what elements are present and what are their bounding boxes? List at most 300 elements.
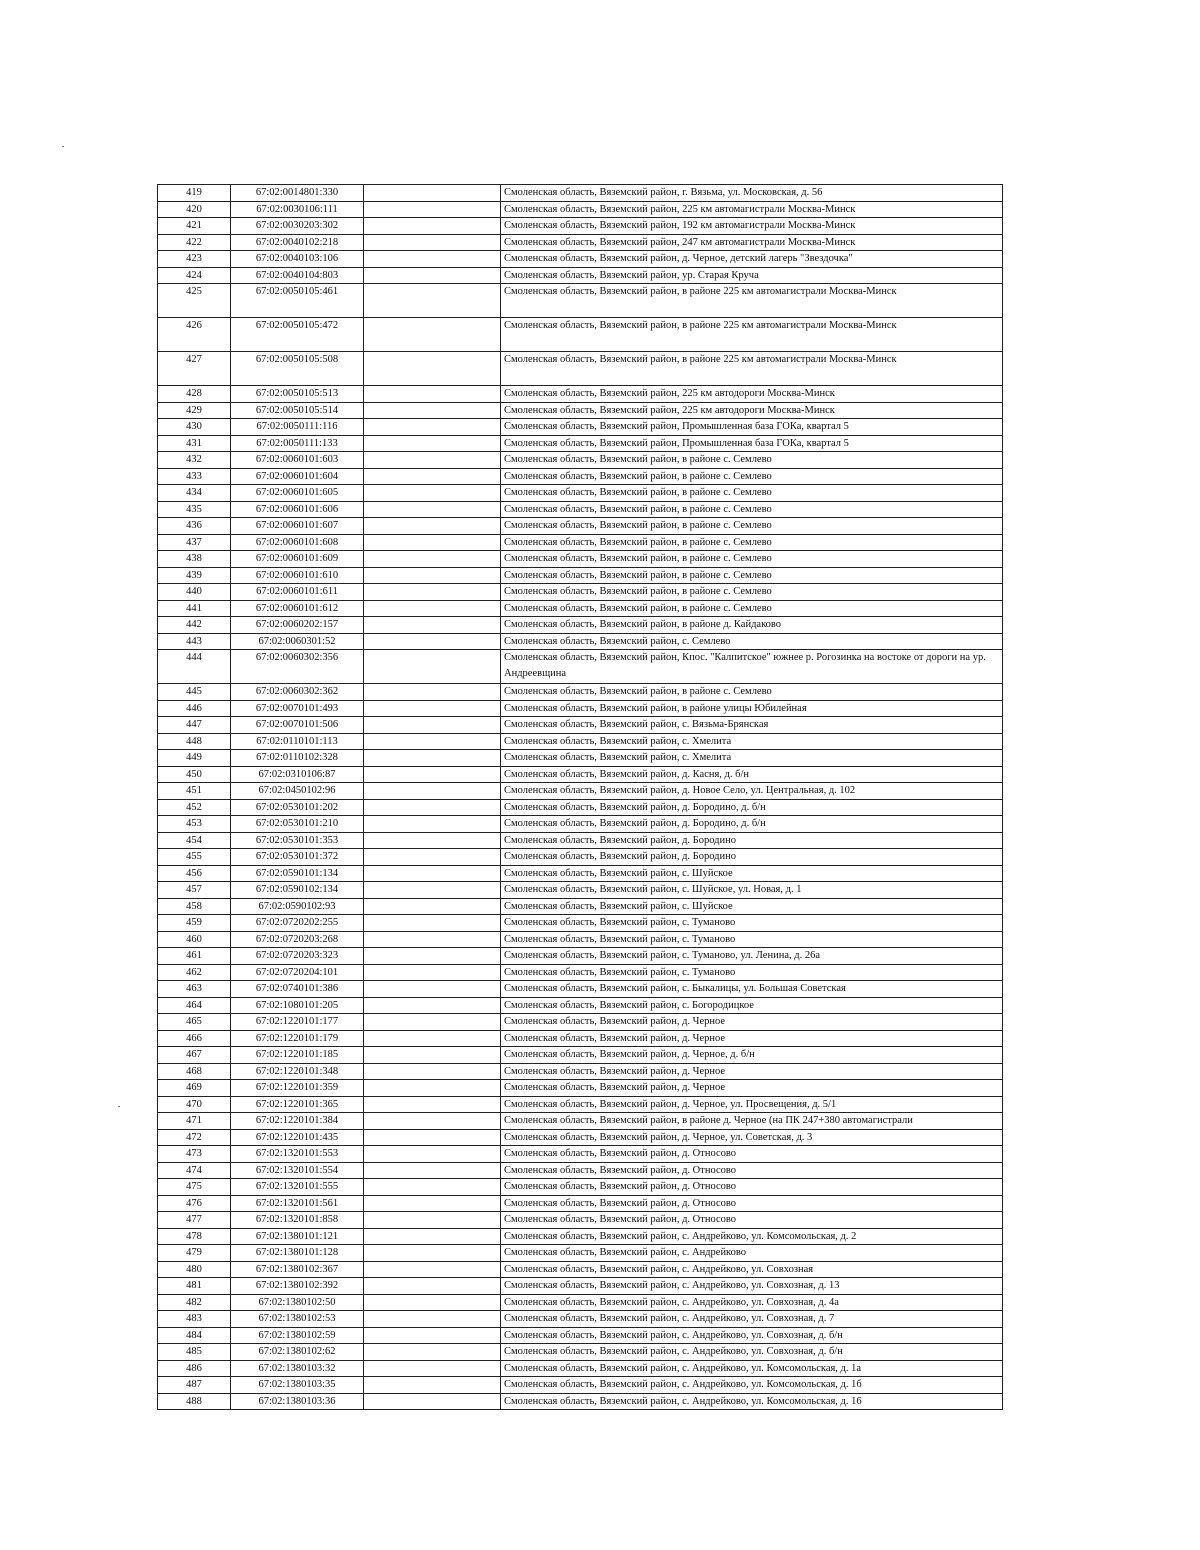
address-cell: Смоленская область, Вяземский район, с. Андрейково, ул. Комсомольская, д. 16: [501, 1393, 1003, 1410]
address-cell: Смоленская область, Вяземский район, д. Относово: [501, 1212, 1003, 1229]
row-number-cell: 476: [158, 1195, 231, 1212]
table-row: [158, 1195, 1003, 1212]
table-row: [158, 700, 1003, 717]
address-cell: Смоленская область, Вяземский район, д. Черное: [501, 1063, 1003, 1080]
row-number-cell: 435: [158, 501, 231, 518]
cadastral-number-cell: 67:02:0040102:218: [231, 234, 364, 251]
table-row: [158, 650, 1003, 684]
table-row: [158, 948, 1003, 965]
table-row: [158, 633, 1003, 650]
row-number-cell: 439: [158, 567, 231, 584]
table-row: [158, 234, 1003, 251]
cadastral-number-cell: 67:02:0530101:210: [231, 816, 364, 833]
address-cell: Смоленская область, Вяземский район, д. Относово: [501, 1146, 1003, 1163]
cadastral-number-cell: 67:02:0590102:93: [231, 898, 364, 915]
table-row: [158, 567, 1003, 584]
table-row: [158, 600, 1003, 617]
table-row: [158, 1311, 1003, 1328]
address-cell: Смоленская область, Вяземский район, с. Туманово, ул. Ленина, д. 26а: [501, 948, 1003, 965]
address-cell: Смоленская область, Вяземский район, с. Туманово: [501, 931, 1003, 948]
address-cell: Смоленская область, Вяземский район, с. Андрейково, ул. Совхозная: [501, 1261, 1003, 1278]
table-row: [158, 284, 1003, 318]
row-number-cell: 481: [158, 1278, 231, 1295]
table-row: [158, 717, 1003, 734]
cadastral-number-cell: 67:02:0070101:493: [231, 700, 364, 717]
table-row: [158, 251, 1003, 268]
cadastral-number-cell: 67:02:1220101:384: [231, 1113, 364, 1130]
empty-cell: [364, 1129, 501, 1146]
cadastral-number-cell: 67:02:1220101:348: [231, 1063, 364, 1080]
address-cell: Смоленская область, Вяземский район, д. Относово: [501, 1179, 1003, 1196]
empty-cell: [364, 567, 501, 584]
cadastral-number-cell: 67:02:0050105:472: [231, 318, 364, 352]
empty-cell: [364, 948, 501, 965]
row-number-cell: 443: [158, 633, 231, 650]
row-number-cell: 442: [158, 617, 231, 634]
row-number-cell: 463: [158, 981, 231, 998]
row-number-cell: 433: [158, 468, 231, 485]
row-number-cell: 484: [158, 1327, 231, 1344]
empty-cell: [364, 1162, 501, 1179]
table-row: [158, 1261, 1003, 1278]
table-row: [158, 750, 1003, 767]
cadastral-number-cell: 67:02:0530101:202: [231, 799, 364, 816]
empty-cell: [364, 1261, 501, 1278]
address-cell: Смоленская область, Вяземский район, д. Бородино: [501, 849, 1003, 866]
empty-cell: [364, 750, 501, 767]
cadastral-number-cell: 67:02:1080101:205: [231, 997, 364, 1014]
row-number-cell: 483: [158, 1311, 231, 1328]
cadastral-number-cell: 67:02:0060101:604: [231, 468, 364, 485]
row-number-cell: 441: [158, 600, 231, 617]
empty-cell: [364, 684, 501, 701]
address-cell: Смоленская область, Вяземский район, д. Черное: [501, 1030, 1003, 1047]
table-row: [158, 898, 1003, 915]
table-row: [158, 419, 1003, 436]
table-row: [158, 882, 1003, 899]
address-cell: Смоленская область, Вяземский район, с. Андрейково, ул. Комсомольская, д. 1б: [501, 1377, 1003, 1394]
row-number-cell: 485: [158, 1344, 231, 1361]
empty-cell: [364, 964, 501, 981]
row-number-cell: 432: [158, 452, 231, 469]
row-number-cell: 452: [158, 799, 231, 816]
cadastral-number-cell: 67:02:1320101:858: [231, 1212, 364, 1229]
row-number-cell: 446: [158, 700, 231, 717]
address-cell: Смоленская область, Вяземский район, д. Черное: [501, 1014, 1003, 1031]
table-row: [158, 1212, 1003, 1229]
table-row: [158, 1080, 1003, 1097]
empty-cell: [364, 700, 501, 717]
table-row: [158, 964, 1003, 981]
empty-cell: [364, 1228, 501, 1245]
table-row: [158, 997, 1003, 1014]
address-cell: Смоленская область, Вяземский район, в районе с. Семлево: [501, 600, 1003, 617]
row-number-cell: 420: [158, 201, 231, 218]
cadastral-number-cell: 67:02:1380102:50: [231, 1294, 364, 1311]
address-cell: Смоленская область, Вяземский район, в районе с. Семлево: [501, 551, 1003, 568]
address-cell: Смоленская область, Вяземский район, в районе 225 км автомагистрали Москва-Минск: [501, 352, 1003, 386]
empty-cell: [364, 218, 501, 235]
table-row: [158, 1393, 1003, 1410]
cadastral-number-cell: 67:02:1380102:62: [231, 1344, 364, 1361]
address-cell: Смоленская область, Вяземский район, в районе д. Черное (на ПК 247+380 автомагистрали: [501, 1113, 1003, 1130]
address-cell: Смоленская область, Вяземский район, в районе улицы Юбилейная: [501, 700, 1003, 717]
table-row: [158, 1063, 1003, 1080]
cadastral-number-cell: 67:02:0060101:612: [231, 600, 364, 617]
row-number-cell: 430: [158, 419, 231, 436]
address-cell: Смоленская область, Вяземский район, в районе д. Кайдаково: [501, 617, 1003, 634]
cadastral-number-cell: 67:02:0530101:372: [231, 849, 364, 866]
address-cell: Смоленская область, Вяземский район, с. Туманово: [501, 915, 1003, 932]
table-row: [158, 551, 1003, 568]
address-cell: Смоленская область, Вяземский район, в районе с. Семлево: [501, 501, 1003, 518]
table-row: [158, 352, 1003, 386]
row-number-cell: 482: [158, 1294, 231, 1311]
empty-cell: [364, 1327, 501, 1344]
empty-cell: [364, 1179, 501, 1196]
table-row: [158, 733, 1003, 750]
empty-cell: [364, 816, 501, 833]
empty-cell: [364, 1195, 501, 1212]
table-row: [158, 832, 1003, 849]
table-row: [158, 931, 1003, 948]
table-row: [158, 518, 1003, 535]
row-number-cell: 480: [158, 1261, 231, 1278]
table-row: [158, 452, 1003, 469]
cadastral-number-cell: 67:02:0450102:96: [231, 783, 364, 800]
cadastral-number-cell: 67:02:0720204:101: [231, 964, 364, 981]
address-cell: Смоленская область, Вяземский район, д. Новое Село, ул. Центральная, д. 102: [501, 783, 1003, 800]
cadastral-number-cell: 67:02:0050105:514: [231, 402, 364, 419]
row-number-cell: 486: [158, 1360, 231, 1377]
row-number-cell: 434: [158, 485, 231, 502]
cadastral-number-cell: 67:02:0060101:610: [231, 567, 364, 584]
empty-cell: [364, 251, 501, 268]
table-row: [158, 218, 1003, 235]
empty-cell: [364, 352, 501, 386]
address-cell: Смоленская область, Вяземский район, с. Андрейково, ул. Совхозная, д. б/н: [501, 1344, 1003, 1361]
address-cell: Смоленская область, Вяземский район, д. Черное, ул. Просвещения, д. 5/1: [501, 1096, 1003, 1113]
address-cell: Смоленская область, Вяземский район, в районе 225 км автомагистрали Москва-Минск: [501, 318, 1003, 352]
empty-cell: [364, 849, 501, 866]
empty-cell: [364, 1063, 501, 1080]
table-row: [158, 865, 1003, 882]
address-cell: Смоленская область, Вяземский район, с. Туманово: [501, 964, 1003, 981]
address-cell: Смоленская область, Вяземский район, с. Быкалицы, ул. Большая Советская: [501, 981, 1003, 998]
empty-cell: [364, 185, 501, 202]
address-cell: Смоленская область, Вяземский район, в районе с. Семлево: [501, 452, 1003, 469]
table-row: [158, 318, 1003, 352]
cadastral-number-cell: 67:02:0060101:611: [231, 584, 364, 601]
cadastral-number-cell: 67:02:0060202:157: [231, 617, 364, 634]
row-number-cell: 471: [158, 1113, 231, 1130]
cadastral-number-cell: 67:02:1380101:121: [231, 1228, 364, 1245]
empty-cell: [364, 234, 501, 251]
row-number-cell: 478: [158, 1228, 231, 1245]
row-number-cell: 466: [158, 1030, 231, 1047]
cadastral-number-cell: 67:02:0040103:106: [231, 251, 364, 268]
address-cell: Смоленская область, Вяземский район, в районе с. Семлево: [501, 468, 1003, 485]
cadastral-number-cell: 67:02:0060301:52: [231, 633, 364, 650]
empty-cell: [364, 284, 501, 318]
empty-cell: [364, 419, 501, 436]
address-cell: Смоленская область, Вяземский район, д. Относово: [501, 1162, 1003, 1179]
row-number-cell: 462: [158, 964, 231, 981]
cadastral-number-cell: 67:02:1320101:561: [231, 1195, 364, 1212]
table-row: [158, 534, 1003, 551]
address-cell: Смоленская область, Вяземский район, с. Богородицкое: [501, 997, 1003, 1014]
table-row: [158, 1327, 1003, 1344]
cadastral-number-cell: 67:02:0060302:362: [231, 684, 364, 701]
cadastral-number-cell: 67:02:1320101:554: [231, 1162, 364, 1179]
address-cell: Смоленская область, Вяземский район, 192 км автомагистрали Москва-Минск: [501, 218, 1003, 235]
cadastral-number-cell: 67:02:0060101:605: [231, 485, 364, 502]
row-number-cell: 428: [158, 386, 231, 403]
table-row: [158, 1344, 1003, 1361]
row-number-cell: 426: [158, 318, 231, 352]
cadastral-number-cell: 67:02:0060101:603: [231, 452, 364, 469]
row-number-cell: 436: [158, 518, 231, 535]
empty-cell: [364, 1047, 501, 1064]
property-registry-table: [157, 184, 1003, 1410]
address-cell: Смоленская область, Вяземский район, д. Черное, детский лагерь "Звездочка": [501, 251, 1003, 268]
address-cell: Смоленская область, Вяземский район, с. Вязьма-Брянская: [501, 717, 1003, 734]
address-cell: Смоленская область, Вяземский район, 247 км автомагистрали Москва-Минск: [501, 234, 1003, 251]
empty-cell: [364, 799, 501, 816]
table-row: [158, 1030, 1003, 1047]
address-cell: Смоленская область, Вяземский район, в районе с. Семлево: [501, 534, 1003, 551]
address-cell: Смоленская область, Вяземский район, с. Хмелита: [501, 750, 1003, 767]
row-number-cell: 422: [158, 234, 231, 251]
row-number-cell: 457: [158, 882, 231, 899]
empty-cell: [364, 717, 501, 734]
cadastral-number-cell: 67:02:1380102:367: [231, 1261, 364, 1278]
table-row: [158, 386, 1003, 403]
row-number-cell: 421: [158, 218, 231, 235]
cadastral-number-cell: 67:02:0720203:323: [231, 948, 364, 965]
row-number-cell: 444: [158, 650, 231, 684]
empty-cell: [364, 267, 501, 284]
cadastral-number-cell: 67:02:0060101:609: [231, 551, 364, 568]
row-number-cell: 472: [158, 1129, 231, 1146]
row-number-cell: 450: [158, 766, 231, 783]
empty-cell: [364, 402, 501, 419]
row-number-cell: 459: [158, 915, 231, 932]
cadastral-number-cell: 67:02:0530101:353: [231, 832, 364, 849]
cadastral-number-cell: 67:02:0050111:116: [231, 419, 364, 436]
table-row: [158, 816, 1003, 833]
address-cell: Смоленская область, Вяземский район, с. Шуйское, ул. Новая, д. 1: [501, 882, 1003, 899]
table-row: [158, 981, 1003, 998]
empty-cell: [364, 1278, 501, 1295]
row-number-cell: 423: [158, 251, 231, 268]
row-number-cell: 431: [158, 435, 231, 452]
table-row: [158, 201, 1003, 218]
address-cell: Смоленская область, Вяземский район, с. Андрейково, ул. Совхозная, д. 4а: [501, 1294, 1003, 1311]
empty-cell: [364, 318, 501, 352]
empty-cell: [364, 386, 501, 403]
table-row: [158, 1228, 1003, 1245]
row-number-cell: 440: [158, 584, 231, 601]
address-cell: Смоленская область, Вяземский район, д. Относово: [501, 1195, 1003, 1212]
cadastral-number-cell: 67:02:1220101:185: [231, 1047, 364, 1064]
table-row: [158, 1129, 1003, 1146]
address-cell: Смоленская область, Вяземский район, с. Шуйское: [501, 865, 1003, 882]
cadastral-number-cell: 67:02:1220101:177: [231, 1014, 364, 1031]
row-number-cell: 488: [158, 1393, 231, 1410]
cadastral-number-cell: 67:02:0110101:113: [231, 733, 364, 750]
table-row: [158, 501, 1003, 518]
table-row: [158, 1294, 1003, 1311]
row-number-cell: 429: [158, 402, 231, 419]
cadastral-number-cell: 67:02:0060101:607: [231, 518, 364, 535]
address-cell: Смоленская область, Вяземский район, с. Андрейково, ул. Совхозная, д. 13: [501, 1278, 1003, 1295]
cadastral-number-cell: 67:02:1220101:365: [231, 1096, 364, 1113]
row-number-cell: 424: [158, 267, 231, 284]
row-number-cell: 438: [158, 551, 231, 568]
cadastral-number-cell: 67:02:1380102:59: [231, 1327, 364, 1344]
row-number-cell: 451: [158, 783, 231, 800]
address-cell: Смоленская область, Вяземский район, в районе 225 км автомагистрали Москва-Минск: [501, 284, 1003, 318]
cadastral-number-cell: 67:02:0110102:328: [231, 750, 364, 767]
scan-speck: [118, 1106, 120, 1107]
address-cell: Смоленская область, Вяземский район, 225 км автодороги Москва-Минск: [501, 402, 1003, 419]
address-cell: Смоленская область, Вяземский район, в районе с. Семлево: [501, 684, 1003, 701]
empty-cell: [364, 468, 501, 485]
empty-cell: [364, 1113, 501, 1130]
empty-cell: [364, 766, 501, 783]
empty-cell: [364, 931, 501, 948]
empty-cell: [364, 1393, 501, 1410]
table-row: [158, 1245, 1003, 1262]
empty-cell: [364, 1245, 501, 1262]
table-row: [158, 617, 1003, 634]
cadastral-number-cell: 67:02:0050105:461: [231, 284, 364, 318]
row-number-cell: 469: [158, 1080, 231, 1097]
cadastral-number-cell: 67:02:0060302:356: [231, 650, 364, 684]
address-cell: Смоленская область, Вяземский район, д. Бородино, д. б/н: [501, 816, 1003, 833]
table-row: [158, 1179, 1003, 1196]
row-number-cell: 470: [158, 1096, 231, 1113]
empty-cell: [364, 915, 501, 932]
table-row: [158, 468, 1003, 485]
cadastral-number-cell: 67:02:1380103:36: [231, 1393, 364, 1410]
address-cell: Смоленская область, Вяземский район, в районе с. Семлево: [501, 567, 1003, 584]
table-row: [158, 1162, 1003, 1179]
empty-cell: [364, 1014, 501, 1031]
empty-cell: [364, 501, 501, 518]
empty-cell: [364, 1096, 501, 1113]
row-number-cell: 467: [158, 1047, 231, 1064]
address-cell: Смоленская область, Вяземский район, в районе с. Семлево: [501, 518, 1003, 535]
address-cell: Смоленская область, Вяземский район, с. Андрейково, ул. Комсомольская, д. 1а: [501, 1360, 1003, 1377]
empty-cell: [364, 1294, 501, 1311]
address-cell: Смоленская область, Вяземский район, Промышленная база ГОКа, квартал 5: [501, 435, 1003, 452]
cadastral-number-cell: 67:02:0720202:255: [231, 915, 364, 932]
address-cell: Смоленская область, Вяземский район, д. Бородино, д. б/н: [501, 799, 1003, 816]
cadastral-number-cell: 67:02:0040104:803: [231, 267, 364, 284]
empty-cell: [364, 600, 501, 617]
empty-cell: [364, 1030, 501, 1047]
empty-cell: [364, 1212, 501, 1229]
empty-cell: [364, 1344, 501, 1361]
empty-cell: [364, 201, 501, 218]
row-number-cell: 427: [158, 352, 231, 386]
empty-cell: [364, 733, 501, 750]
row-number-cell: 465: [158, 1014, 231, 1031]
cadastral-number-cell: 67:02:0590102:134: [231, 882, 364, 899]
empty-cell: [364, 832, 501, 849]
table-row: [158, 485, 1003, 502]
row-number-cell: 456: [158, 865, 231, 882]
address-cell: Смоленская область, Вяземский район, с. Андрейково, ул. Комсомольская, д. 2: [501, 1228, 1003, 1245]
cadastral-number-cell: 67:02:1220101:359: [231, 1080, 364, 1097]
address-cell: Смоленская область, Вяземский район, с. Андрейково: [501, 1245, 1003, 1262]
cadastral-number-cell: 67:02:0070101:506: [231, 717, 364, 734]
address-cell: Смоленская область, Вяземский район, 225 км автодороги Москва-Минск: [501, 386, 1003, 403]
empty-cell: [364, 452, 501, 469]
cadastral-number-cell: 67:02:1320101:553: [231, 1146, 364, 1163]
cadastral-number-cell: 67:02:1380102:53: [231, 1311, 364, 1328]
cadastral-number-cell: 67:02:0050105:513: [231, 386, 364, 403]
cadastral-number-cell: 67:02:1380103:32: [231, 1360, 364, 1377]
address-cell: Смоленская область, Вяземский район, 225 км автомагистрали Москва-Минск: [501, 201, 1003, 218]
table-row: [158, 766, 1003, 783]
empty-cell: [364, 534, 501, 551]
table-row: [158, 799, 1003, 816]
cadastral-number-cell: 67:02:0590101:134: [231, 865, 364, 882]
address-cell: Смоленская область, Вяземский район, д. Черное: [501, 1080, 1003, 1097]
empty-cell: [364, 882, 501, 899]
table-row: [158, 915, 1003, 932]
empty-cell: [364, 650, 501, 684]
empty-cell: [364, 617, 501, 634]
cadastral-number-cell: 67:02:1220101:435: [231, 1129, 364, 1146]
cadastral-number-cell: 67:02:0050111:133: [231, 435, 364, 452]
empty-cell: [364, 783, 501, 800]
address-cell: Смоленская область, Вяземский район, с. Андрейково, ул. Совхозная, д. б/н: [501, 1327, 1003, 1344]
row-number-cell: 464: [158, 997, 231, 1014]
empty-cell: [364, 981, 501, 998]
row-number-cell: 458: [158, 898, 231, 915]
table-row: [158, 1113, 1003, 1130]
scan-speck: [62, 146, 64, 147]
row-number-cell: 445: [158, 684, 231, 701]
empty-cell: [364, 997, 501, 1014]
address-cell: Смоленская область, Вяземский район, д. Бородино: [501, 832, 1003, 849]
address-cell: Смоленская область, Вяземский район, Кпос. "Калпитское" южнее р. Рогозинка на востоке от дороги на ур. Андреевщина: [501, 650, 1003, 684]
empty-cell: [364, 551, 501, 568]
empty-cell: [364, 865, 501, 882]
cadastral-number-cell: 67:02:0060101:608: [231, 534, 364, 551]
cadastral-number-cell: 67:02:0030203:302: [231, 218, 364, 235]
row-number-cell: 468: [158, 1063, 231, 1080]
table-row: [158, 402, 1003, 419]
empty-cell: [364, 435, 501, 452]
cadastral-number-cell: 67:02:0050105:508: [231, 352, 364, 386]
empty-cell: [364, 898, 501, 915]
address-cell: Смоленская область, Вяземский район, с. Семлево: [501, 633, 1003, 650]
row-number-cell: 449: [158, 750, 231, 767]
registry-table-body: [158, 185, 1003, 1410]
table-row: [158, 1146, 1003, 1163]
empty-cell: [364, 584, 501, 601]
empty-cell: [364, 1377, 501, 1394]
cadastral-number-cell: 67:02:0030106:111: [231, 201, 364, 218]
row-number-cell: 461: [158, 948, 231, 965]
table-row: [158, 1096, 1003, 1113]
table-row: [158, 1360, 1003, 1377]
